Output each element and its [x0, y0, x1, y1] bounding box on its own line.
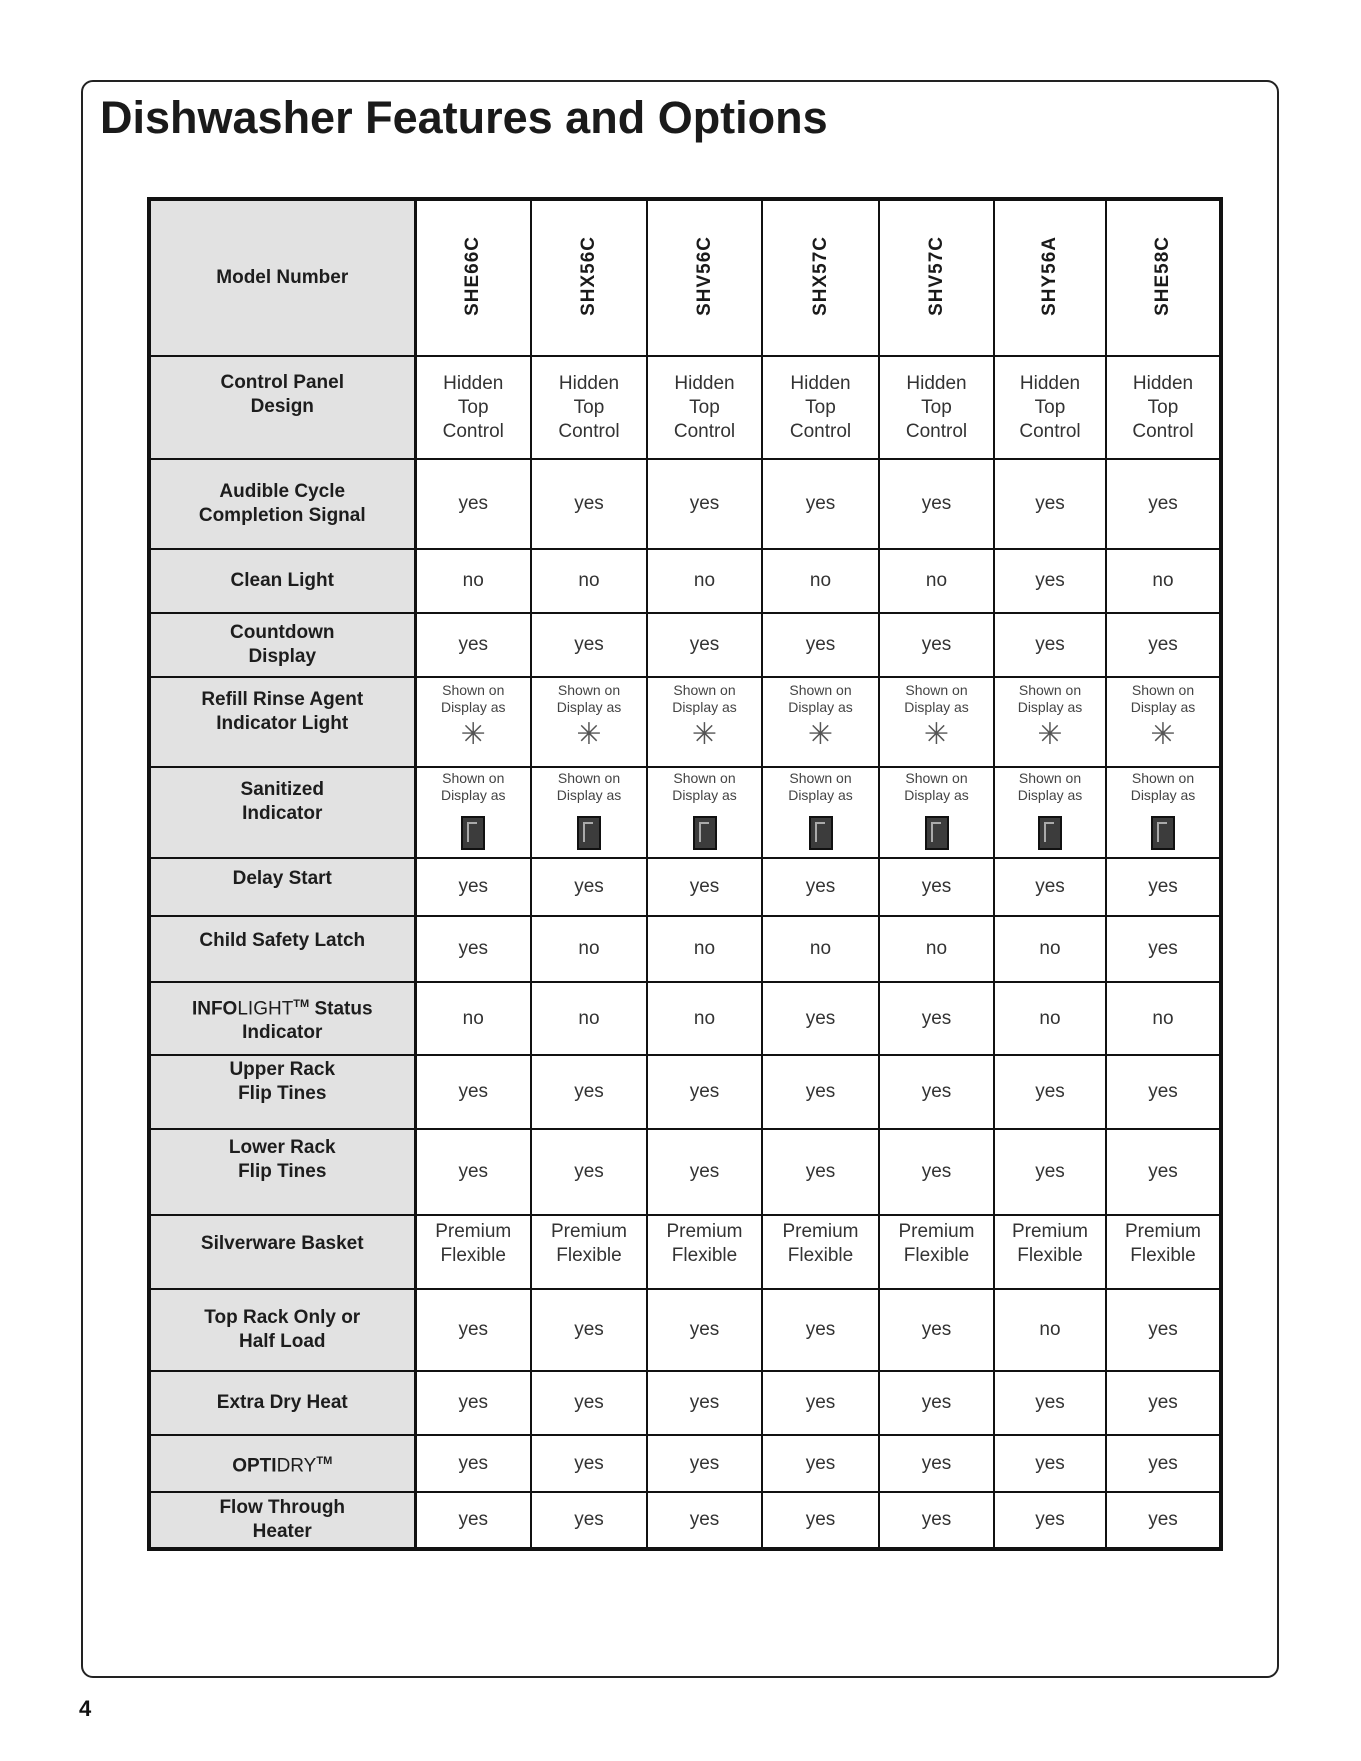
value-cell: yes — [762, 1055, 879, 1129]
value-line: Display as — [672, 699, 737, 715]
value-line: Display as — [1017, 787, 1083, 803]
value-line: Premium — [550, 1221, 627, 1242]
value-cell: yes — [879, 1371, 994, 1435]
value-cell — [762, 1215, 879, 1289]
value-cell: no — [879, 916, 994, 982]
value-line: Top — [689, 396, 720, 418]
value-cell: yes — [531, 613, 647, 677]
value-line: Shown on — [442, 770, 505, 786]
table-row — [149, 356, 1221, 459]
features-table — [147, 197, 1223, 1551]
value-line: Shown on — [1131, 770, 1195, 786]
sanitized-s-icon — [577, 816, 601, 850]
value-cell: yes — [647, 1435, 762, 1492]
value-line: Control — [789, 420, 852, 442]
value-cell: yes — [879, 459, 994, 549]
value-cell: yes — [879, 1435, 994, 1492]
value-line: Display as — [788, 699, 853, 715]
value-line: Display as — [904, 787, 969, 803]
value-cell — [415, 677, 531, 767]
value-line: Shown on — [1018, 682, 1082, 698]
value-cell: no — [994, 1289, 1106, 1371]
value-cell: yes — [415, 916, 531, 982]
table-row — [149, 549, 1221, 613]
value-line: Top — [921, 396, 952, 418]
value-cell: yes — [762, 1492, 879, 1549]
value-line: Shown on — [1131, 682, 1195, 698]
value-line: Flexible — [1130, 1245, 1196, 1266]
value-cell: no — [994, 982, 1106, 1055]
label-line: Countdown — [230, 622, 335, 643]
label-line: Lower Rack — [228, 1137, 336, 1158]
sanitized-s-icon — [809, 816, 833, 850]
value-cell: no — [647, 916, 762, 982]
feature-label — [149, 1435, 415, 1492]
value-line: Shown on — [557, 682, 621, 698]
value-cell — [762, 356, 879, 459]
value-cell: no — [531, 549, 647, 613]
model-header — [879, 199, 994, 356]
value-cell: yes — [531, 1055, 647, 1129]
feature-label: Child Safety Latch — [149, 916, 415, 982]
value-line: Display as — [1130, 787, 1196, 803]
value-cell — [994, 767, 1106, 858]
label-line: Upper Rack — [229, 1059, 336, 1080]
table-row — [149, 858, 1221, 916]
value-line: Control — [673, 420, 736, 442]
value-line: Display as — [788, 787, 853, 803]
label-line: Display — [248, 646, 317, 667]
sanitized-s-icon — [693, 816, 717, 850]
value-cell: yes — [647, 1129, 762, 1215]
value-line: Control — [442, 420, 504, 442]
value-line: Hidden — [906, 372, 967, 394]
value-line: Hidden — [443, 372, 504, 394]
sanitized-s-icon — [1038, 816, 1062, 850]
value-cell — [1106, 1215, 1221, 1289]
value-cell: yes — [415, 1492, 531, 1549]
table-row — [149, 1492, 1221, 1549]
label-line: Top Rack Only or — [204, 1307, 361, 1328]
label-bold: OPTI — [232, 1455, 277, 1477]
label-line: Indicator — [242, 803, 323, 824]
feature-label — [149, 1055, 415, 1129]
value-cell — [1106, 677, 1221, 767]
rinse-agent-indicator-icon: ✳ — [807, 718, 834, 751]
table-row — [149, 1371, 1221, 1435]
value-cell: yes — [1106, 1492, 1221, 1549]
sanitized-s-icon — [461, 816, 485, 850]
value-cell: yes — [762, 1371, 879, 1435]
value-cell: yes — [647, 1289, 762, 1371]
value-cell: no — [762, 916, 879, 982]
value-cell: yes — [994, 459, 1106, 549]
model-name: SHE58C — [1152, 235, 1173, 316]
value-cell: yes — [531, 459, 647, 549]
value-line: Flexible — [1017, 1245, 1083, 1266]
sanitized-s-icon — [1151, 816, 1175, 850]
value-cell: yes — [1106, 916, 1221, 982]
value-cell: yes — [879, 1129, 994, 1215]
rinse-agent-indicator-icon: ✳ — [1037, 718, 1063, 751]
feature-label — [149, 767, 415, 858]
table-row — [149, 677, 1221, 767]
value-line: Shown on — [673, 770, 736, 786]
table-row — [149, 459, 1221, 549]
model-name: SHV56C — [693, 235, 715, 316]
table-row — [149, 1289, 1221, 1371]
value-cell: yes — [994, 1055, 1106, 1129]
value-cell — [531, 1215, 647, 1289]
value-line: Hidden — [558, 372, 620, 394]
table-row — [149, 613, 1221, 677]
value-cell: yes — [879, 982, 994, 1055]
value-cell — [647, 1215, 762, 1289]
value-line: Premium — [1011, 1221, 1088, 1242]
table-row — [149, 1055, 1221, 1129]
model-name: SHY56A — [1039, 235, 1060, 316]
value-line: Display as — [672, 787, 737, 803]
value-cell: yes — [879, 858, 994, 916]
value-cell: yes — [994, 1435, 1106, 1492]
value-line: Flexible — [440, 1245, 506, 1266]
feature-label — [149, 982, 415, 1055]
value-cell: no — [531, 982, 647, 1055]
label-light: DRY — [276, 1455, 317, 1477]
label-bold: INFO — [191, 998, 238, 1020]
value-cell: yes — [415, 459, 531, 549]
value-cell: yes — [994, 858, 1106, 916]
value-cell — [762, 767, 879, 858]
model-header — [531, 199, 647, 356]
value-cell: yes — [531, 1289, 647, 1371]
value-cell: yes — [531, 1129, 647, 1215]
feature-label — [149, 1129, 415, 1215]
label-line: Flip Tines — [238, 1083, 327, 1104]
value-cell — [994, 356, 1106, 459]
value-cell: no — [647, 549, 762, 613]
value-cell — [415, 356, 531, 459]
value-cell: yes — [994, 613, 1106, 677]
label-line — [151, 992, 414, 1021]
value-line: Shown on — [905, 682, 968, 698]
value-line: Hidden — [790, 372, 851, 394]
value-cell — [531, 356, 647, 459]
value-line: Premium — [898, 1221, 975, 1242]
rinse-agent-indicator-icon: ✳ — [576, 718, 602, 751]
value-line: Shown on — [673, 682, 736, 698]
feature-label — [149, 1289, 415, 1371]
value-cell: yes — [879, 1055, 994, 1129]
value-cell: yes — [647, 1492, 762, 1549]
value-cell — [879, 356, 994, 459]
label-line: Flip Tines — [238, 1161, 327, 1182]
value-cell — [415, 767, 531, 858]
value-cell: yes — [994, 1492, 1106, 1549]
value-line: Premium — [435, 1221, 512, 1242]
value-cell — [531, 677, 647, 767]
value-cell: yes — [531, 1371, 647, 1435]
value-cell: yes — [415, 1435, 531, 1492]
value-cell — [879, 677, 994, 767]
table-row — [149, 916, 1221, 982]
value-line: Display as — [556, 787, 622, 803]
value-line: Top — [1147, 396, 1179, 418]
value-cell — [647, 356, 762, 459]
value-cell — [994, 677, 1106, 767]
value-cell: yes — [994, 549, 1106, 613]
value-cell: yes — [762, 1129, 879, 1215]
model-header — [647, 199, 762, 356]
value-line: Display as — [904, 699, 969, 715]
rinse-agent-indicator-icon: ✳ — [1150, 718, 1176, 751]
model-header — [1106, 199, 1221, 356]
value-line: Top — [805, 396, 836, 418]
value-cell: no — [762, 549, 879, 613]
value-cell: yes — [415, 1371, 531, 1435]
value-cell: yes — [1106, 1289, 1221, 1371]
feature-label: Silverware Basket — [149, 1215, 415, 1289]
value-line: Display as — [556, 699, 622, 715]
value-cell: yes — [762, 858, 879, 916]
label-line: Control Panel — [220, 372, 344, 393]
value-cell: no — [647, 982, 762, 1055]
value-line: Premium — [782, 1221, 859, 1242]
feature-label — [149, 459, 415, 549]
value-cell: yes — [879, 1289, 994, 1371]
value-cell: yes — [415, 858, 531, 916]
value-line: Top — [457, 396, 489, 418]
trademark-mark: TM — [293, 997, 310, 1010]
value-cell — [647, 767, 762, 858]
value-line: Top — [573, 396, 605, 418]
value-cell: yes — [1106, 858, 1221, 916]
value-cell — [762, 677, 879, 767]
value-cell: yes — [1106, 1129, 1221, 1215]
value-line: Hidden — [674, 372, 735, 394]
table-row — [149, 1215, 1221, 1289]
value-line: Flexible — [671, 1245, 738, 1266]
value-cell: yes — [415, 1055, 531, 1129]
value-cell: yes — [647, 1055, 762, 1129]
value-cell — [1106, 767, 1221, 858]
value-line: Hidden — [1132, 372, 1194, 394]
feature-label — [149, 1492, 415, 1549]
value-cell: yes — [762, 1289, 879, 1371]
value-cell — [879, 767, 994, 858]
label-line: Heater — [252, 1521, 312, 1542]
model-header — [762, 199, 879, 356]
value-cell: yes — [647, 613, 762, 677]
value-cell: yes — [1106, 613, 1221, 677]
value-line: Premium — [1124, 1221, 1201, 1242]
table-row — [149, 982, 1221, 1055]
value-cell: no — [531, 916, 647, 982]
page-number: 4 — [79, 1696, 92, 1721]
value-line: Control — [905, 420, 968, 442]
value-cell: yes — [1106, 1055, 1221, 1129]
label-line: Indicator — [242, 1022, 323, 1044]
label-line: Half Load — [238, 1331, 326, 1352]
value-cell: yes — [1106, 1435, 1221, 1492]
table-row — [149, 1129, 1221, 1215]
value-line: Control — [1132, 420, 1194, 442]
value-cell: yes — [415, 1129, 531, 1215]
value-cell — [647, 677, 762, 767]
value-line: Shown on — [905, 770, 968, 786]
value-line: Control — [1019, 420, 1081, 442]
value-line: Shown on — [789, 682, 852, 698]
value-cell: yes — [531, 858, 647, 916]
value-line: Control — [558, 420, 620, 442]
feature-label: Clean Light — [149, 549, 415, 613]
value-line: Premium — [666, 1221, 743, 1242]
model-number-header: Model Number — [149, 199, 415, 356]
value-cell — [415, 1215, 531, 1289]
value-cell: yes — [762, 459, 879, 549]
value-line: Shown on — [442, 682, 505, 698]
value-cell: yes — [879, 613, 994, 677]
table-row — [149, 199, 1221, 356]
value-cell: yes — [1106, 459, 1221, 549]
label-line: Flow Through — [219, 1497, 346, 1518]
value-cell: no — [1106, 982, 1221, 1055]
model-header — [415, 199, 531, 356]
value-cell: no — [415, 982, 531, 1055]
model-name: SHV57C — [925, 235, 947, 316]
label-line: Completion Signal — [198, 505, 366, 526]
value-cell: yes — [415, 1289, 531, 1371]
feature-label — [149, 677, 415, 767]
label-line: Indicator Light — [216, 713, 349, 734]
value-line: Top — [1034, 396, 1066, 418]
label-light: LIGHT — [237, 998, 294, 1020]
model-name: SHX57C — [809, 235, 831, 316]
value-cell: yes — [531, 1435, 647, 1492]
value-cell: yes — [994, 1371, 1106, 1435]
feature-label — [149, 613, 415, 677]
value-line: Flexible — [556, 1245, 622, 1266]
value-line: Shown on — [557, 770, 621, 786]
rinse-agent-indicator-icon: ✳ — [691, 718, 718, 751]
value-cell: no — [994, 916, 1106, 982]
page-title: Dishwasher Features and Options — [100, 92, 828, 143]
value-cell: yes — [647, 858, 762, 916]
label-line: Design — [250, 396, 314, 417]
sanitized-s-icon — [925, 816, 949, 850]
value-line: Shown on — [789, 770, 852, 786]
label-line: Audible Cycle — [219, 481, 346, 502]
trademark-mark: TM — [316, 1454, 333, 1467]
value-cell — [531, 767, 647, 858]
value-line: Display as — [440, 787, 506, 803]
value-cell: yes — [531, 1492, 647, 1549]
feature-label: Delay Start — [149, 858, 415, 916]
value-cell: yes — [994, 1129, 1106, 1215]
model-name: SHX56C — [578, 235, 599, 316]
model-name: SHE66C — [462, 235, 484, 316]
value-line: Flexible — [903, 1245, 970, 1266]
value-cell — [1106, 356, 1221, 459]
model-header — [994, 199, 1106, 356]
label-line: Refill Rinse Agent — [201, 689, 364, 710]
feature-label: Extra Dry Heat — [149, 1371, 415, 1435]
value-cell — [879, 1215, 994, 1289]
label-line: Sanitized — [240, 779, 324, 800]
value-cell: no — [879, 549, 994, 613]
value-cell: yes — [415, 613, 531, 677]
rinse-agent-indicator-icon: ✳ — [923, 718, 950, 751]
value-cell — [994, 1215, 1106, 1289]
value-cell: yes — [1106, 1371, 1221, 1435]
label-rest: Status — [314, 998, 373, 1020]
table-row — [149, 1435, 1221, 1492]
value-line: Display as — [440, 699, 506, 715]
value-cell: yes — [647, 459, 762, 549]
value-cell: no — [415, 549, 531, 613]
value-line: Display as — [1017, 699, 1083, 715]
value-line: Shown on — [1018, 770, 1082, 786]
value-cell: yes — [879, 1492, 994, 1549]
rinse-agent-indicator-icon: ✳ — [460, 718, 486, 751]
feature-label — [149, 356, 415, 459]
value-cell: yes — [762, 1435, 879, 1492]
table-row — [149, 767, 1221, 858]
value-line: Hidden — [1019, 372, 1081, 394]
value-line: Flexible — [787, 1245, 854, 1266]
value-cell: yes — [762, 982, 879, 1055]
value-line: Display as — [1130, 699, 1196, 715]
value-cell: yes — [762, 613, 879, 677]
value-cell: no — [1106, 549, 1221, 613]
value-cell: yes — [647, 1371, 762, 1435]
